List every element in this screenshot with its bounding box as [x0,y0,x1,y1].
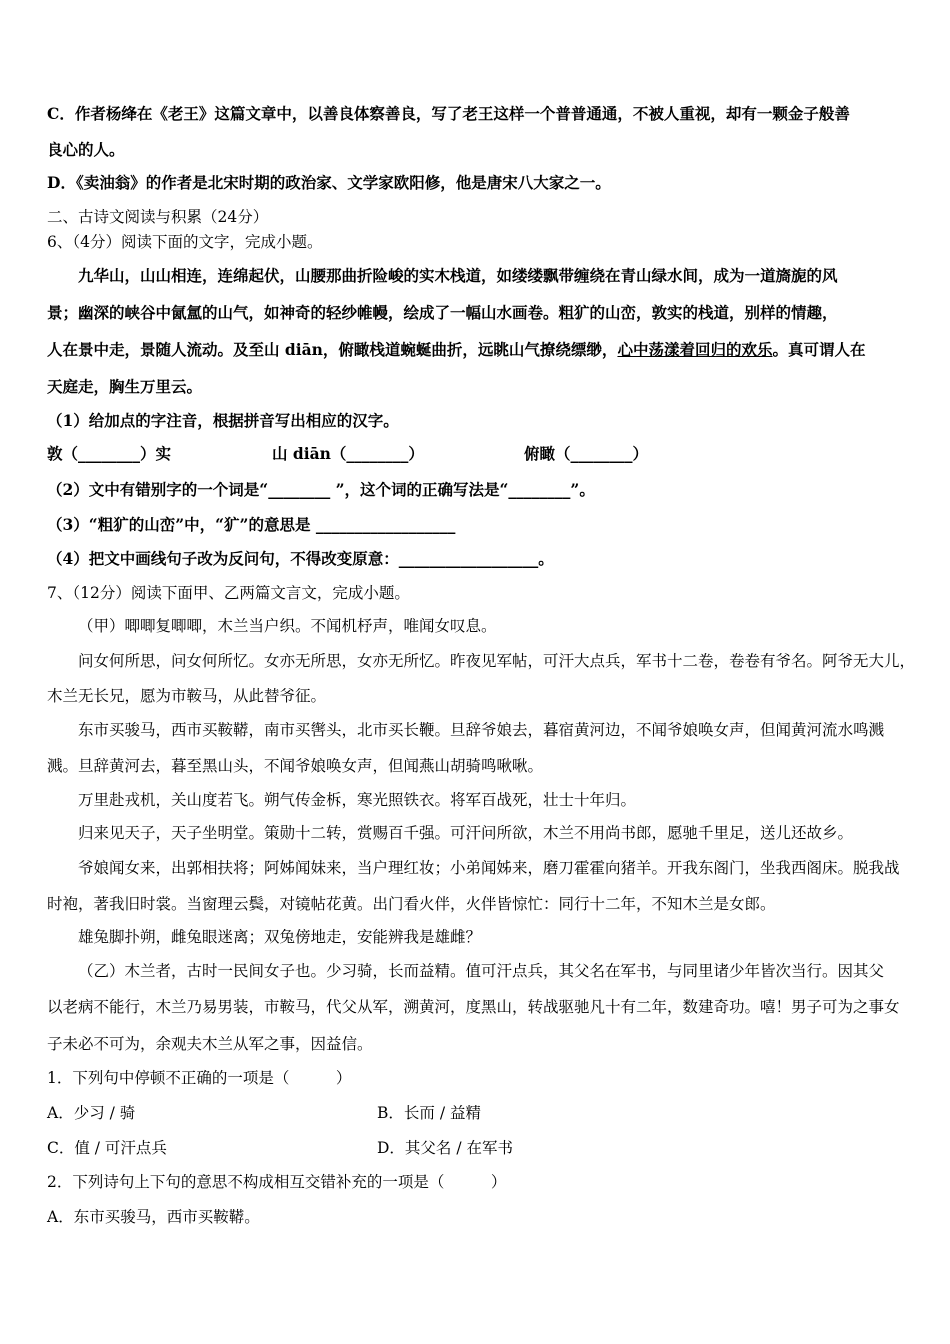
q7-jia-line10: 雄兔脚扑朔，雌兔眼迷离；双兔傍地走，安能辨我是雄雌？ [78,928,482,946]
q6-underlined-sentence: 心中荡漾着回归的欢乐 [617,340,773,359]
q7-sub2: 2．下列诗句上下句的意思不构成相互交错补充的一项是（ ） [47,1173,507,1191]
q7-jia-line7: 归来见天子，天子坐明堂。策勋十二转，赏赐百千强。可汗问所欲，木兰不用尚书郎，愿驰千里足，送儿还故乡。 [78,824,854,842]
q6-passage-line3 [47,340,865,360]
q7-jia-line2: 问女何所思，问女何所忆。女亦无所思，女亦无所忆。昨夜见军帖，可汗大点兵，军书十二卷，卷卷有爷名。阿爷无大儿， [78,652,916,670]
q7-yi-line1: （乙）木兰者，古时一民间女子也。少习骑，长而益精。值可汗点兵，其父名在军书，与同里诸少年皆次当行。因其父 [78,962,885,980]
q5-option-c-line2: 良心的人。 [47,140,125,159]
q7-yi-line3: 子未必不可为，余观夫木兰从军之事，因益信。 [47,1035,373,1053]
q7-sub1-option-a: A．少习 / 骑 [47,1104,136,1122]
q7-jia-line4: 东市买骏马，西市买鞍鞯，南市买辔头，北市买长鞭。旦辞爷娘去，暮宿黄河边，不闻爷娘唤女声，但闻黄河流水鸣溅 [78,721,885,739]
q6-blank-dun: 敦（________）实 [47,444,172,463]
q7-stem: 7、（12分）阅读下面甲、乙两篇文言文，完成小题。 [47,584,410,602]
q7-jia-line9: 时袍，著我旧时裳。当窗理云鬓，对镜帖花黄。出门看火伴，火伴皆惊忙：同行十二年，不知木兰是女郎。 [47,895,776,913]
q6-stem: 6、（4分）阅读下面的文字，完成小题。 [47,233,323,251]
q6-passage-line3-tail: 。真可谓人在 [772,340,866,359]
q7-sub1-option-d: D．其父名 / 在军书 [377,1139,514,1157]
q7-jia-line8: 爷娘闻女来，出郭相扶将；阿姊闻妹来，当户理红妆；小弟闻姊来，磨刀霍霍向猪羊。开我东阁门，坐我西阁床。脱我战 [78,859,900,877]
q6-sub2: （2）文中有错别字的一个词是“________ ”，这个词的正确写法是“________”。 [47,480,595,499]
q7-sub1: 1．下列句中停顿不正确的一项是（ ） [47,1069,352,1087]
q6-passage-line4: 天庭走，胸生万里云。 [47,377,203,396]
q5-option-d: D．《卖油翁》的作者是北宋时期的政治家、文学家欧阳修，他是唐宋八大家之一。 [47,173,611,192]
q7-jia-line6: 万里赴戎机，关山度若飞。朔气传金柝，寒光照铁衣。将军百战死，壮士十年归。 [78,791,637,809]
q7-jia-line5: 溅。旦辞黄河去，暮至黑山头，不闻爷娘唤女声，但闻燕山胡骑鸣啾啾。 [47,757,544,775]
q6-passage-line2: 景；幽深的峡谷中氤氲的山气，如神奇的轻纱帷幔，绘成了一幅山水画卷。粗犷的山峦，敦实的栈道，别样的情趣， [47,303,838,322]
q7-sub1-option-c: C．值 / 可汗点兵 [47,1139,167,1157]
q6-blank-fukan: 俯瞰（________） [524,444,649,463]
q6-blank-dian: 山 diān（________） [272,444,424,463]
q6-sub3: （3）“粗犷的山峦”中，“犷”的意思是 __________________ [47,515,456,534]
q5-option-c-line1: C．作者杨绛在《老王》这篇文章中，以善良体察善良，写了老王这样一个普普通通，不被人重视，却有一颗金子般善 [47,104,850,123]
section2-title: 二、古诗文阅读与积累（24分） [47,208,269,226]
q7-sub1-option-b: B．长而 / 益精 [377,1104,481,1122]
q7-jia-line1: （甲）唧唧复唧唧，木兰当户织。不闻机杼声，唯闻女叹息。 [78,617,497,635]
q6-passage-line1: 九华山，山山相连，连绵起伏，山腰那曲折险峻的实木栈道，如缕缕飘带缠绕在青山绿水间，成为一道旖旎的风 [78,266,838,285]
q6-sub4: （4）把文中画线句子改为反问句，不得改变原意：__________________。 [47,549,554,568]
q6-sub1: （1）给加点的字注音，根据拼音写出相应的汉字。 [47,411,399,430]
q7-yi-line2: 以老病不能行，木兰乃易男装，市鞍马，代父从军，溯黄河，度黑山，转战驱驰凡十有二年，数建奇功。嘻！男子可为之事女 [47,998,900,1016]
q7-jia-line3: 木兰无长兄，愿为市鞍马，从此替爷征。 [47,687,327,705]
q7-sub2-option-a: A．东市买骏马，西市买鞍鞯。 [47,1208,260,1226]
q6-passage-line3-head: 人在景中走，景随人流动。及至山 diān，俯瞰栈道蜿蜒曲折，远眺山气撩绕缥缈， [47,340,618,359]
